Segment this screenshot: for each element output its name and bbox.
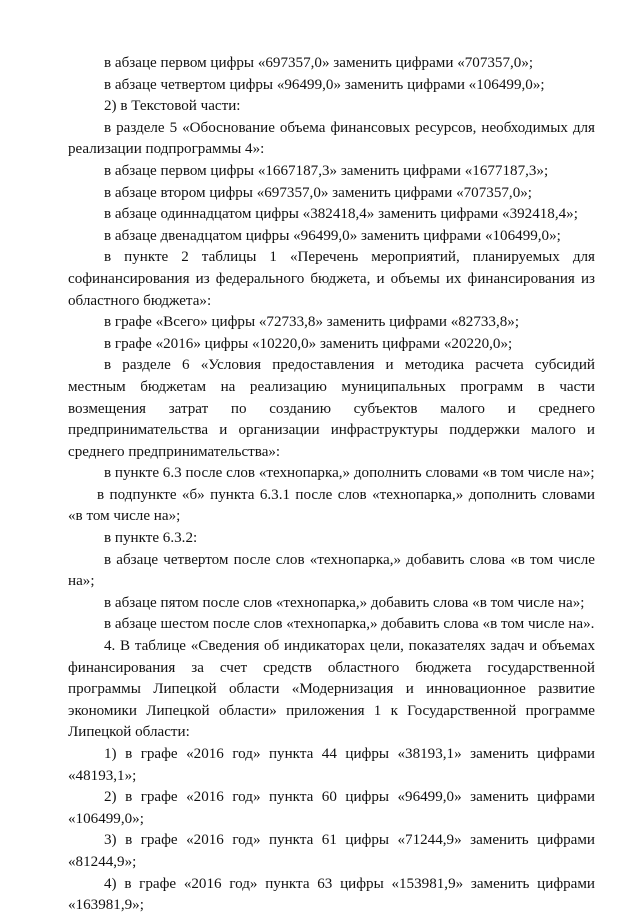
- paragraph: 1) в графе «2016 год» пункта 44 цифры «38193,1» заменить цифрами «48193,1»;: [68, 746, 595, 784]
- paragraph: в абзаце первом цифры «697357,0» заменить цифрами «707357,0»;: [104, 55, 534, 71]
- paragraph: в разделе 5 «Обоснование объема финансовых ресурсов, необходимых для реализации подпрограммы 4»:: [68, 119, 595, 158]
- paragraph: в абзаце четвертом после слов «технопарка,» добавить слова «в том числе на»;: [68, 551, 595, 590]
- paragraph: в абзаце первом цифры «1667187,3» заменить цифрами «1677187,3»;: [104, 162, 549, 179]
- paragraph: 4. В таблице «Сведения об индикаторах цели, показателях задач и объемах финансирования за счет средств областного бюджета государственной программы Липецкой области «Модернизация и инновационное развитие экономики Липецкой области» приложения 1 к Государственной программе Липецкой области:: [68, 638, 595, 741]
- paragraph: в пункте 6.3 после слов «технопарка,» дополнить словами «в том числе на»;: [104, 465, 595, 482]
- paragraph: в пункте 6.3.2:: [104, 530, 198, 547]
- paragraph: 4) в графе «2016 год» пункта 63 цифры «153981,9» заменить цифрами «163981,9»;: [68, 875, 595, 914]
- paragraph: в абзаце втором цифры «697357,0» заменить цифрами «707357,0»;: [104, 184, 532, 201]
- paragraph: 2) в Текстовой части:: [104, 98, 241, 115]
- paragraph: в абзаце четвертом цифры «96499,0» заменить цифрами «106499,0»;: [104, 76, 545, 93]
- paragraph: в подпункте «б» пункта 6.3.1 после слов «технопарка,» дополнить словами «в том числе на»;: [68, 486, 595, 525]
- paragraph: в графе «2016» цифры «10220,0» заменить цифрами «20220,0»;: [104, 335, 513, 352]
- paragraph: 2) в графе «2016 год» пункта 60 цифры «96499,0» заменить цифрами «106499,0»;: [68, 789, 595, 827]
- paragraph: в разделе 6 «Условия предоставления и методика расчета субсидий местным бюджетам на реализацию муниципальных программ в части возмещения затрат по созданию субъектов малого и среднего предпринимательства и организации инфраструктуры поддержки малого и среднего предпринимательства»:: [68, 357, 595, 460]
- paragraph: в абзаце одиннадцатом цифры «382418,4» заменить цифрами «392418,4»;: [104, 206, 578, 223]
- paragraph: в графе «Всего» цифры «72733,8» заменить цифрами «82733,8»;: [104, 314, 520, 331]
- paragraph: в абзаце пятом после слов «технопарка,» добавить слова «в том числе на»;: [104, 594, 585, 611]
- paragraph: в пункте 2 таблицы 1 «Перечень мероприятий, планируемых для софинансирования из федерального бюджета, и объемы их финансирования из областного бюджета»:: [68, 249, 595, 309]
- paragraph: в абзаце двенадцатом цифры «96499,0» заменить цифрами «106499,0»;: [104, 227, 561, 244]
- document-page: [68, 53, 595, 917]
- paragraph: в абзаце шестом после слов «технопарка,» добавить слова «в том числе на».: [104, 616, 595, 633]
- paragraph: 3) в графе «2016 год» пункта 61 цифры «71244,9» заменить цифрами «81244,9»;: [68, 832, 595, 870]
